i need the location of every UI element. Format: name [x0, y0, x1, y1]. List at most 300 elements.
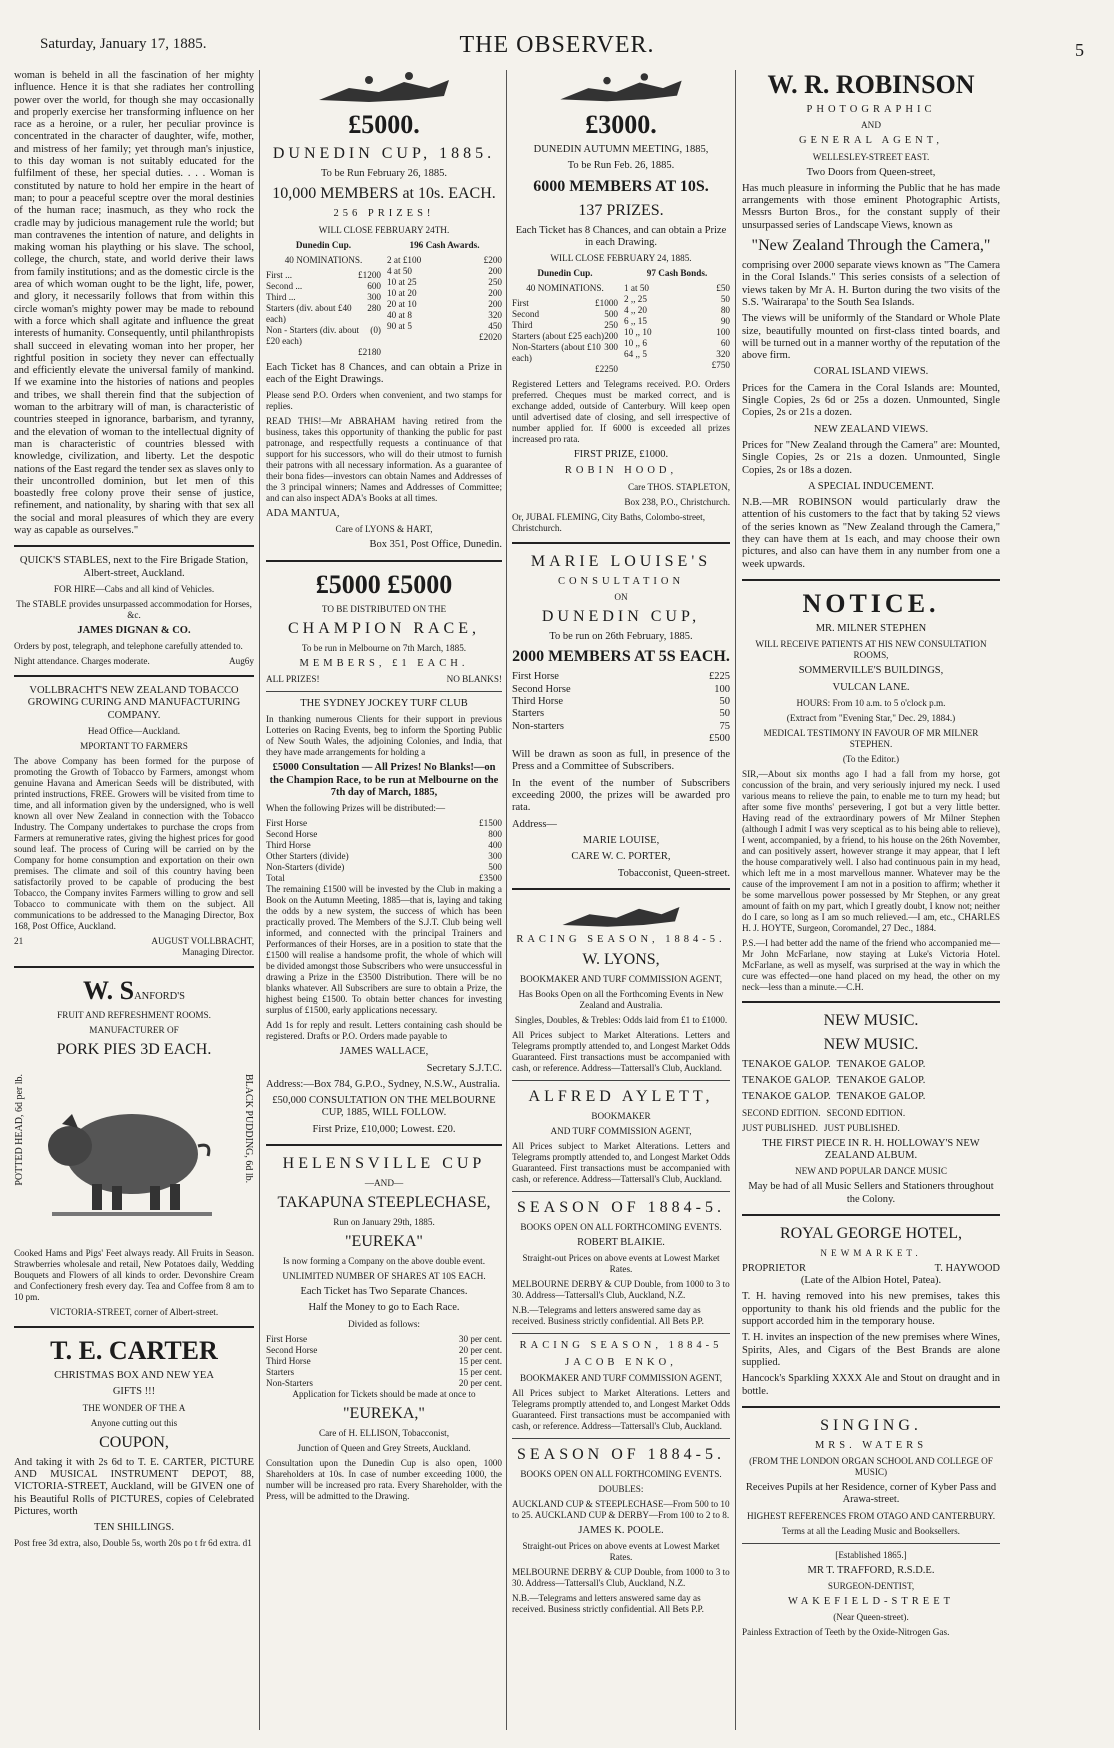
ad-line: Orders by post, telegraph, and telephone carefully attended to.: [14, 641, 243, 652]
ad-address: VULCAN LANE.: [832, 681, 910, 693]
ad-heading: SEASON OF 1884-5.: [516, 1446, 725, 1464]
ad-body: P.S.—I had better add the name of the friend who accompanied me—Mr John McFarlane, now staying at Luke's Victoria Hotel. McFarlane, as well as myself, was surprised at the way in which the cure was effected—one hand placed on my head, the other on my neck—less than a minute.—C.H.: [742, 937, 1000, 992]
row-value: 100: [716, 327, 730, 338]
ad-line: SOMMERVILLE'S BUILDINGS,: [798, 665, 944, 677]
divider: [266, 691, 502, 692]
ad-headline: "New Zealand Through the Camera,": [751, 237, 991, 255]
ad-headline: T. E. CARTER: [50, 1336, 218, 1366]
ad-heading: ANFORD'S: [134, 991, 185, 1003]
ad-body: In thanking numerous Clients for their support in previous Lotteries on Racing Events, beg to inform the Sporting Public of New South Wales, the adjoining Colonies, and India, that they have made arrangements for holding a: [266, 714, 502, 758]
column-3: [512, 70, 730, 1738]
row-label: Starters (about £25 each): [512, 331, 605, 342]
ad-body: In the event of the number of Subscribers exceeding 2000, the prizes will be awarded pro rata.: [512, 777, 730, 814]
table-row: [512, 331, 618, 342]
ad-line: Receives Pupils at her Residence, corner of Kyber Pass and Arawa-street.: [745, 1482, 997, 1506]
ad-line: Is now forming a Company on the above double event.: [282, 1256, 486, 1267]
divider: [14, 675, 254, 677]
ad-heading: VOLLBRACHT'S NEW ZEALAND TOBACCO GROWING CURING AND MANUFACTURING COMPANY.: [27, 685, 241, 721]
ad-vollbracht: [14, 685, 254, 958]
ad-line: BOOKS OPEN ON ALL FORTHCOMING EVENTS.: [520, 1222, 722, 1233]
row-label: Starters (div. about £40 each): [266, 302, 352, 324]
table-row: [512, 708, 730, 720]
ad-heading: DUNEDIN CUP, 1885.: [272, 145, 496, 162]
ad-headline: £5000 £5000: [315, 569, 453, 599]
ad-line: Painless Extraction of Teeth by the Oxide-Nitrogen Gas.: [742, 1627, 950, 1638]
row-label: 90 at 5: [387, 320, 413, 331]
ad-line: ON: [614, 592, 628, 603]
side-label: BLACK PUDDING, 6d lb.: [243, 1074, 254, 1184]
row-label: Non - Starters (div. about £20 each): [266, 324, 360, 346]
row-value: 30 per cent.: [458, 1333, 502, 1344]
ad-line: AND TURF COMMISSION AGENT,: [550, 1126, 692, 1137]
ad-line: MANUFACTURER OF: [89, 1025, 179, 1036]
ad-name: ROBERT BLAIKIE.: [577, 1237, 665, 1249]
ad-name: JAMES K. POOLE.: [578, 1525, 664, 1537]
ad-line: TENAKOE GALOP.: [742, 1091, 831, 1103]
row-label: 2 at £100: [387, 254, 422, 265]
ad-line: First Prize, £10,000; Lowest. £20.: [312, 1123, 456, 1135]
ad-line: Application for Tickets should be made at once to: [292, 1388, 476, 1399]
table-row: [266, 325, 381, 347]
row-label: Third Horse: [512, 695, 564, 707]
table-row: [624, 294, 730, 305]
ad-headline: PORK PIES 3D EACH.: [56, 1041, 212, 1059]
prize-table: [512, 671, 730, 732]
ad-line: JUST PUBLISHED.: [823, 1122, 900, 1133]
ad-address: VICTORIA-STREET, corner of Albert-street.: [49, 1307, 219, 1318]
ad-line: £50,000 CONSULTATION ON THE MELBOURNE CUP, 1885, WILL FOLLOW.: [272, 1095, 496, 1119]
table-row: [512, 671, 730, 683]
divider: [14, 545, 254, 547]
ad-line: Care THOS. STAPLETON,: [627, 481, 730, 492]
ad-line: Night attendance. Charges moderate.: [14, 656, 150, 667]
ad-heading: MARIE LOUISE'S: [530, 552, 712, 570]
column-rule: [735, 70, 736, 1730]
row-value: 250: [488, 276, 502, 287]
table-heading: Dunedin Cup.: [537, 268, 593, 279]
ad-line: To be run on 26th February, 1885.: [549, 631, 693, 643]
divider: [742, 579, 1000, 581]
row-value: 50: [719, 708, 730, 720]
ad-line: Terms at all the Leading Music and Booksellers.: [782, 1525, 960, 1536]
row-value: 280: [367, 302, 381, 313]
column-rule: [506, 70, 507, 1730]
row-value: 15 per cent.: [458, 1355, 502, 1366]
row-value: 400: [488, 840, 502, 851]
ad-line: (Extract from "Evening Star," Dec. 29, 1884.): [786, 712, 956, 723]
ad-name: AUGUST VOLLBRACHT,: [151, 936, 254, 947]
ad-line: Divided as follows:: [348, 1318, 420, 1329]
ad-line: The STABLE provides unsurpassed accommodation for Horses, &c.: [16, 598, 252, 620]
table-total: £2180: [358, 346, 381, 357]
ad-name: "EUREKA,": [343, 1404, 425, 1422]
divider: [14, 966, 254, 968]
ad-line: CONSULTATION: [557, 575, 685, 587]
ad-body: comprising over 2000 separate views known as "The Camera in the Coral Islands." This series consists of a selection of views taken by Mr A. H. Burton during the two visits of the S.S. 'Wairarapa' to the South Sea Islands.: [742, 260, 1000, 308]
ad-line: PHOTOGRAPHIC: [806, 104, 936, 115]
table-row: [387, 299, 502, 310]
ad-line: To be Run Feb. 26, 1885.: [567, 160, 675, 172]
ad-line: TENAKOE GALOP.: [742, 1058, 831, 1070]
table-row: [387, 255, 502, 266]
ad-line: SURGEON-DENTIST,: [827, 1581, 915, 1592]
row-value: 320: [488, 309, 502, 320]
ad-line: May be had of all Music Sellers and Stationers throughout the Colony.: [748, 1181, 994, 1205]
ad-address: Address:—Box 784, G.P.O., Sydney, N.S.W., Australia.: [266, 1078, 501, 1090]
ad-line: THE WONDER OF THE A: [82, 1402, 186, 1413]
ad-name: ADA MANTUA,: [266, 508, 340, 520]
row-value: 75: [719, 720, 730, 732]
page-number: 5: [1075, 40, 1084, 60]
ad-headline: NOTICE.: [802, 588, 940, 618]
row-label: 1 at 50: [624, 283, 650, 294]
ad-address: Box 238, P.O., Christchurch.: [624, 496, 730, 507]
ad-line: Post free 3d extra, also, Double 5s, worth 20s po t fr 6d extra. d1: [14, 1538, 252, 1549]
ad-line: (Late of the Albion Hotel, Patea).: [800, 1275, 942, 1287]
table-row: [266, 1345, 502, 1356]
ad-quicks-stables: [14, 555, 254, 667]
ad-body: All Prices subject to Market Alterations. Letters and Telegrams promptly attended to, and Longest Market Odds Guaranteed. First transactions must be accompanied with cash, or reference. Address—Tattersall's Club, Auckland.: [512, 1141, 730, 1185]
ad-body: Will be drawn as soon as full, in presence of the Press and a Committee of Subscribers.: [512, 749, 730, 773]
table-row: [624, 327, 730, 338]
prize-table: [266, 1334, 502, 1389]
ad-heading: RACING SEASON, 1884-5.: [516, 933, 726, 945]
table-row: [624, 349, 730, 360]
ad-address: WAKEFIELD-STREET: [787, 1596, 955, 1608]
row-value: 20 per cent.: [458, 1377, 502, 1388]
ad-line: BOOKMAKER AND TURF COMMISSION AGENT,: [519, 1373, 723, 1384]
row-label: Third ...: [266, 291, 296, 302]
row-value: 250: [604, 320, 618, 331]
row-value: £1200: [358, 269, 381, 280]
ad-initial: W. S: [83, 976, 135, 1006]
ad-line: GIFTS !!!: [112, 1386, 156, 1398]
ad-line: NEWMARKET.: [820, 1247, 922, 1258]
ad-body: All Prices subject to Market Alterations. Letters and Telegrams promptly attended to, and Longest Market Odds Guaranteed. First transactions must be accompanied with cash, or reference. Address—Tattersall's Club, Auckland.: [512, 1030, 730, 1074]
table-sub: 40 NOMINATIONS.: [284, 254, 363, 265]
column-1: [14, 70, 254, 1738]
row-value: £1000: [595, 298, 618, 309]
ad-heading: QUICK'S STABLES, next to the Fire Brigade Station, Albert-street, Auckland.: [19, 555, 249, 579]
row-label: Third Horse: [266, 1355, 311, 1366]
ad-line: —AND—: [364, 1178, 404, 1189]
row-label: Non-starters: [512, 720, 564, 732]
ad-name: JAMES WALLACE,: [339, 1046, 429, 1058]
ad-line: WILL RECEIVE PATIENTS AT HIS NEW CONSULTATION ROOMS,: [755, 639, 987, 661]
ad-line: COUPON,: [99, 1433, 169, 1451]
ad-subheading: NEW ZEALAND VIEWS.: [813, 423, 929, 435]
ad-line: TENAKOE GALOP.: [836, 1075, 926, 1087]
ad-line: 256 PRIZES!: [333, 208, 435, 220]
ad-line: WILL CLOSE FEBRUARY 24TH.: [318, 224, 450, 235]
row-value: 50: [719, 695, 730, 707]
row-label: 4 ,, 20: [624, 305, 647, 316]
table-row: [266, 270, 381, 281]
ad-line: (FROM THE LONDON ORGAN SCHOOL AND COLLEGE OF MUSIC): [749, 1456, 993, 1478]
ad-line: FRUIT AND REFRESHMENT ROOMS.: [57, 1010, 211, 1021]
ad-headline: SINGING.: [820, 1416, 922, 1434]
table-row: [266, 1367, 502, 1378]
ad-line: SECOND EDITION.: [742, 1107, 821, 1118]
article-text: woman is beheld in all the fascination of her mighty influence. Hence it is that she radiates her controlling power over the world, for though she may occasionally and properly exercise her transforming influence on her race as a heroine, or a ruler, her peculiar province is concentrated in the character of daughter, wife, mother, and mistress of her family; yet through man's injustice, to this day woman is not suitably educated for the fulfilment of these, her special duties. . . . Woman is constituted by nature to hold her empire in the heart of man; to pour a peaceful sceptre over the moral destinies of the human race; inasmuch, as they who rock the cradle may by judicious management rule the world; but man contravenes the intention of nature, and delights in making woman his plaything or his slave. The school, college, the church, state, and world derive their laws from family institutions; and as the domestic circle is the area of which woman ought to be the light, life, power, and glory, it necessarily follows that from within this circle woman's mighty power may be made to rebound with a force which shall agitate and influence the great interests of humanity. Consequently, until philanthropists shall succeed in elevating woman into her proper, her rightful position in society they never can effectually and efficiently elevate the universal family of mankind. If we examine into the histories of nations and peoples and tribes, we shall therein find that the subjection of woman to the arbitrary will of man, is characteristic of countries steeped in ignorance, barbarism, and tyranny, and the elevation of woman to the intellectual dignity of man is characteristic of countries blessed with knowledge, civilization, and liberty. Let the despotic nations of the East regard the tender sex as slaves only to their uncontrolled dominion, but let men of this boastedly free colony prove their sense of justice, refinement, and nationality, by sharing with that sex all the social and moral pleasures of which they are every way as capable as ourselves.": [14, 70, 254, 536]
row-label: First Horse: [512, 671, 559, 683]
table-row: [266, 862, 502, 873]
ad-line: Care of H. ELLISON, Tobacconist,: [318, 1427, 450, 1438]
ad-body: Prices for "New Zealand through the Camera" are: Mounted, Single Copies, 2s or 21s a dozen. Unmounted, Single Copies, 2s or 18s a dozen.: [742, 439, 1000, 476]
ad-line: BOOKMAKER: [591, 1111, 651, 1122]
ad-name: T. HAYWOOD: [934, 1262, 1000, 1274]
row-value: 20 per cent.: [458, 1344, 502, 1355]
ad-line: Straight-out Prices on above events at Lowest Market Rates.: [522, 1541, 720, 1563]
ad-line: [Established 1865.]: [835, 1549, 907, 1560]
row-label: Second ...: [266, 280, 303, 291]
ad-body: Hancock's Sparkling XXXX Ale and Stout on draught and in bottle.: [742, 1373, 1000, 1397]
divider: [742, 1214, 1000, 1216]
ad-title: Managing Director.: [182, 947, 254, 958]
ad-line: (To the Editor.): [842, 753, 900, 764]
ad-body: And taking it with 2s 6d to T. E. CARTER, PICTURE AND MUSICAL INSTRUMENT DEPOT, 88, VICTORIA-STREET, Auckland, will be GIVEN one of his Beautiful Rolls of PICTURES, copies of Celebrated Pictures, worth: [14, 1456, 254, 1517]
ad-headline: "EUREKA": [345, 1233, 423, 1251]
ad-line: To be Run February 26, 1885.: [320, 168, 448, 179]
ad-name: MRS. WATERS: [814, 1439, 928, 1451]
ad-address: Or, JUBAL FLEMING, City Baths, Colombo-street, Christchurch.: [512, 511, 705, 533]
ad-line: N.B.—Telegrams and letters answered same day as received. Business strictly confidential. All Bets P.P.: [512, 1593, 704, 1615]
row-value: £225: [709, 671, 730, 683]
column-2: [266, 70, 502, 1738]
ad-line: THE FIRST PIECE IN R. H. HOLLOWAY'S NEW ZEALAND ALBUM.: [762, 1137, 980, 1161]
row-value: 200: [488, 265, 502, 276]
row-label: First Horse: [266, 818, 308, 829]
row-label: First ...: [266, 269, 293, 280]
ad-line: NEW AND POPULAR DANCE MUSIC: [795, 1166, 947, 1177]
ad-line: SECOND EDITION.: [826, 1107, 906, 1118]
table-heading: Dunedin Cup.: [295, 239, 352, 250]
ad-line: Run on January 29th, 1885.: [333, 1217, 435, 1228]
table-total: £2250: [595, 364, 618, 375]
ad-line: 10,000 MEMBERS at 10s. EACH.: [272, 185, 496, 203]
row-label: 2 ,, 25: [624, 294, 647, 305]
racehorse-icon: [551, 70, 691, 110]
ad-address: Tobacconist, Queen-street.: [617, 867, 730, 879]
ad-line: GENERAL AGENT,: [798, 135, 944, 147]
ad-address: Junction of Queen and Grey Streets, Auckland.: [297, 1442, 471, 1453]
table-row: [624, 305, 730, 316]
table-row: [624, 283, 730, 294]
ad-line: FIRST PRIZE, £1000.: [573, 449, 669, 461]
divider: [512, 542, 730, 544]
row-label: 10 at 25: [387, 276, 417, 287]
table-row: [387, 310, 502, 321]
table-total: £750: [711, 360, 730, 371]
ad-line: TENAKOE GALOP.: [836, 1058, 926, 1070]
ad-line: Has Books Open on all the Forthcoming Events in New Zealand and Australia.: [518, 989, 724, 1011]
row-value: 15 per cent.: [458, 1366, 502, 1377]
column-rule: [259, 70, 260, 1730]
row-value: 200: [488, 298, 502, 309]
row-label: Non-Starters: [266, 1377, 313, 1388]
row-label: Third: [512, 320, 533, 331]
table-total-label: Total: [266, 873, 285, 884]
table-row: [266, 281, 381, 292]
ad-line: Each Ticket has Two Separate Chances.: [300, 1286, 468, 1298]
ad-heading: TAKAPUNA STEEPLECHASE,: [277, 1194, 491, 1212]
ad-carter: [14, 1336, 254, 1549]
divider: [512, 1080, 730, 1081]
table-heading: 196 Cash Awards.: [409, 239, 480, 250]
ad-line: ALL PRIZES!: [266, 674, 320, 685]
ad-line: Please send P.O. Orders when convenient, and two stamps for replies.: [266, 390, 502, 412]
ad-line: HOURS: From 10 a.m. to 5 o'clock p.m.: [796, 697, 946, 708]
row-label: Second Horse: [266, 1344, 318, 1355]
ad-headline: 2000 MEMBERS AT 5S EACH.: [512, 648, 730, 666]
ad-line: (Near Queen-street).: [833, 1612, 909, 1623]
ad-body: All Prices subject to Market Alterations. Letters and Telegrams promptly attended to, and Longest Market Odds Guaranteed. First transactions must be accompanied with cash, or reference. Address—Tattersall's Club, Auckland.: [512, 1388, 730, 1432]
ad-line: Address—: [512, 818, 557, 830]
ad-headline: £5000.: [348, 110, 420, 139]
row-value: 500: [488, 862, 502, 873]
row-value: 60: [720, 338, 730, 349]
divider: [512, 888, 730, 890]
divider: [266, 560, 502, 562]
row-label: Starters: [266, 1366, 295, 1377]
row-value: £1500: [479, 818, 502, 829]
row-value: 200: [604, 331, 618, 342]
row-label: First Horse: [266, 1333, 308, 1344]
row-label: Second: [512, 309, 540, 320]
ad-body: Add 1s for reply and result. Letters containing cash should be registered. Drafts or P.O. Orders made payable to: [266, 1020, 502, 1042]
ad-line: WELLESLEY-STREET EAST.: [812, 151, 930, 162]
ad-heading: CHAMPION RACE,: [287, 619, 480, 637]
ad-line: When the following Prizes will be distributed:—: [266, 803, 446, 814]
table-heading: 97 Cash Bonds.: [646, 268, 708, 279]
ad-sanfords: [14, 976, 254, 1318]
table-row: [512, 696, 730, 708]
table-row: [387, 266, 502, 277]
table-row: [266, 818, 502, 829]
row-label: 4 at 50: [387, 265, 413, 276]
ad-body: The above Company has been formed for the purpose of promoting the Growth of Tobacco by Farmers, amongst whom genuine Havana and American Seeds will be distributed, with printed instructions, FREE. Growers will be visited from time to time, and all information given by the undersigned, who is well known all over New Zealand in connection with the Tobacco Industry. The Company undertakes to purchase the crops from Farmers at remunerative rates, giving the highest prices for good sound leaf. The process of Curing will be carried on by the Company for home consumption and exportation on their own premises. The climate and soil of this country having been satisfactorily proved to be capable of producing the best Tobacco, the Company invites Farmers willing to grow and sell Tobacco to communicate with them on the subject. All communications to be addressed to the Managing Director, Box 168, Post Office, Auckland.: [14, 756, 254, 932]
ad-body: T. H. having removed into his new premises, takes this opportunity to thank his old friends and the public for the support accorded him in the temporary house.: [742, 1291, 1000, 1328]
row-value: 600: [367, 280, 381, 291]
ad-line: MEDICAL TESTIMONY IN FAVOUR OF MR MILNER STEPHEN.: [763, 727, 979, 749]
ad-line: CHRISTMAS BOX AND NEW YEA: [54, 1370, 214, 1382]
ad-line: MELBOURNE DERBY & CUP Double, from 1000 to 3 to 30. Address—Tattersall's Club, Auckland, N.Z.: [512, 1567, 730, 1589]
table-row: [512, 684, 730, 696]
ad-address: Box 351, Post Office, Dunedin.: [369, 539, 502, 551]
ad-line: Half the Money to go to Each Race.: [308, 1302, 460, 1314]
ad-line: HIGHEST REFERENCES FROM OTAGO AND CANTERBURY.: [746, 1510, 996, 1521]
ad-line: UNLIMITED NUMBER OF SHARES AT 10S EACH.: [282, 1271, 486, 1282]
row-value: 100: [714, 683, 730, 695]
table-row: [512, 721, 730, 733]
prize-table: [512, 268, 730, 379]
row-label: Third Horse: [266, 840, 311, 851]
row-label: 10 ,, 6: [624, 338, 647, 349]
row-label: Starters: [512, 708, 545, 720]
ad-line: Two Doors from Queen-street,: [806, 166, 936, 178]
table-row: [512, 342, 618, 364]
ad-subheading: MPORTANT TO FARMERS: [80, 741, 188, 752]
ad-line: N.B.—Telegrams and letters answered same day as received. Business strictly confidential. All Bets P.P.: [512, 1305, 704, 1327]
table-row: [512, 298, 618, 309]
ad-line: Care of LYONS & HART,: [335, 524, 433, 535]
ad-line: DOUBLES:: [598, 1484, 644, 1495]
row-label: Second Horse: [266, 829, 318, 840]
ad-heading: SEASON OF 1884-5.: [516, 1199, 725, 1217]
ad-line: Each Ticket has 8 Chances, and can obtain a Prize in each Drawing.: [515, 224, 727, 248]
ad-line: TO BE DISTRIBUTED ON THE: [321, 603, 447, 614]
ad-line: TENAKOE GALOP.: [836, 1091, 926, 1103]
masthead: [0, 0, 1114, 60]
row-value: 300: [604, 342, 618, 353]
newspaper-title: THE OBSERVER.: [459, 32, 655, 58]
row-value: 80: [720, 305, 730, 316]
divider: [512, 1438, 730, 1439]
ad-body: T. H. invites an inspection of the new premises where Wines, Spirits, Ales, and Cigars of the Best Brands are alone supplied.: [742, 1332, 1000, 1368]
ad-line: Each Ticket has 8 Chances, and can obtain a Prize in each of the Eight Drawings.: [266, 361, 502, 385]
ad-name: MR. MILNER STEPHEN: [815, 622, 927, 634]
row-value: (0): [370, 324, 381, 335]
row-label: 20 at 10: [387, 298, 417, 309]
ad-line: BOOKS OPEN ON ALL FORTHCOMING EVENTS.: [520, 1469, 722, 1480]
table-row: [266, 292, 381, 303]
column-4: [742, 70, 1000, 1738]
divider: [742, 1001, 1000, 1003]
ad-heading: RACING SEASON, 1884-5: [519, 1340, 723, 1352]
row-label: First: [512, 298, 529, 309]
table-row: [624, 338, 730, 349]
divider: [512, 1191, 730, 1192]
ad-line: TENAKOE GALOP.: [742, 1075, 831, 1087]
row-label: Other Starters (divide): [266, 851, 349, 862]
ad-subheading: CORAL ISLAND VIEWS.: [813, 366, 929, 378]
ad-name: W. LYONS,: [582, 951, 660, 969]
racehorse-icon: [309, 70, 459, 110]
table-row: [387, 288, 502, 299]
ad-name: ROBIN HOOD,: [564, 465, 678, 477]
row-value: £200: [483, 254, 502, 265]
ad-line: MELBOURNE DERBY & CUP Double, from 1000 to 3 to 30. Address—Tattersall's Club, Auckland, N.Z.: [512, 1279, 730, 1301]
row-value: 450: [488, 320, 502, 331]
ad-headline: £3000.: [585, 110, 657, 139]
table-row: [266, 1356, 502, 1367]
ad-subheading: A SPECIAL INDUCEMENT.: [808, 480, 934, 492]
row-value: 90: [720, 316, 730, 327]
side-label: POTTED HEAD, 6d per lb.: [14, 1074, 25, 1186]
row-value: 320: [716, 349, 730, 360]
table-row: [624, 316, 730, 327]
table-row: [266, 303, 381, 325]
ad-headline: NEW MUSIC.: [823, 1011, 919, 1029]
ad-line: NO BLANKS!: [446, 674, 502, 685]
row-label: Non-Starters (divide): [266, 862, 345, 873]
row-value: 50: [720, 294, 730, 305]
ad-line: FOR HIRE—Cabs and all kind of Vehicles.: [53, 583, 215, 594]
table-row: [266, 851, 502, 862]
ad-body: Registered Letters and Telegrams received. P.O. Orders preferred. Cheques must be marked correct, and is exchange added, outside of Canterbury. Will keep open until advertised date of closing, and sell irrespective of number applied for. If 6000 is exceeded all prizes increased pro rata.: [512, 379, 730, 445]
ad-body: N.B.—MR ROBINSON would particularly draw the attention of his customers to the fact that by taking 52 views of the series known as "New Zealand through the Camera," they can have them at 1s each, and may choose their own pictures, and also can have them in any number from one a week upwards.: [742, 497, 1000, 570]
ad-body: The views will be uniformly of the Standard or Whole Plate size, beautifully mounted on first-class tinted boards, and will be turned out in a manner worthy of the reputation of the above firm.: [742, 313, 1000, 362]
row-label: Second Horse: [512, 683, 571, 695]
table-row: [387, 277, 502, 288]
row-value: 800: [488, 829, 502, 840]
row-value: 300: [488, 851, 502, 862]
ad-headline: 6000 MEMBERS AT 10S.: [533, 177, 709, 195]
row-label: 10 at 20: [387, 287, 417, 298]
table-total: £500: [709, 732, 730, 744]
ad-line: Straight-out Prices on above events at Lowest Market Rates.: [522, 1253, 720, 1275]
ad-line: WILL CLOSE FEBRUARY 24, 1885.: [550, 253, 692, 264]
